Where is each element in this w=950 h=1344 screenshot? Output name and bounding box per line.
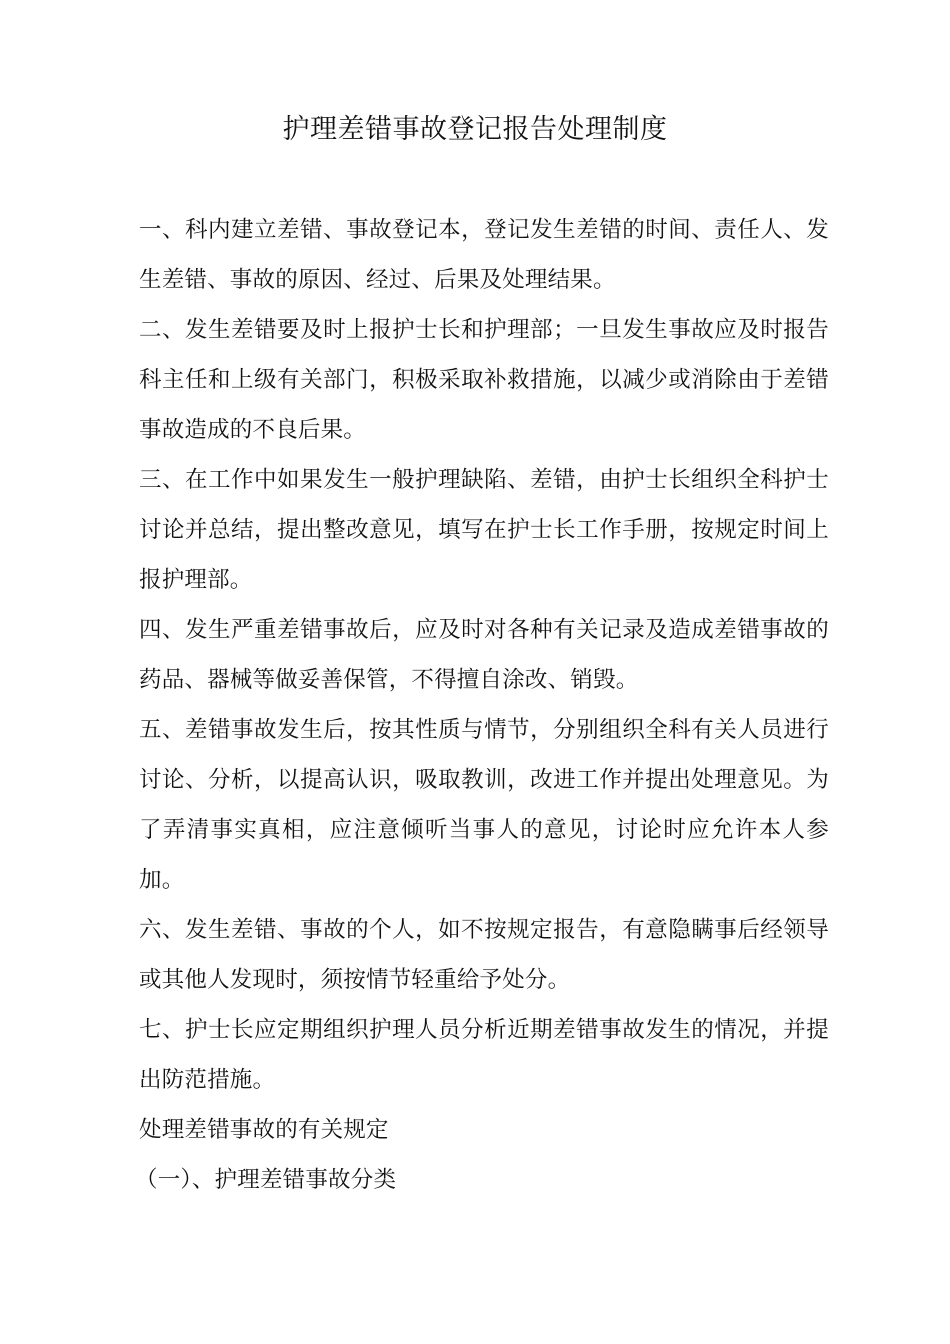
document-body — [135, 205, 829, 1205]
paragraph-4: 四、发生严重差错事故后，应及时对各种有关记录及造成差错事故的药品、器械等做妥善保管，不得擅自涂改、销毁。 — [139, 617, 829, 693]
paragraph-1: 一、科内建立差错、事故登记本，登记发生差错的时间、责任人、发生差错、事故的原因、经过、后果及处理结果。 — [139, 217, 829, 293]
sub-heading: （一）、护理差错事故分类 — [135, 1167, 397, 1193]
paragraph-7: 七、护士长应定期组织护理人员分析近期差错事故发生的情况，并提出防范措施。 — [139, 1017, 829, 1093]
section-heading: 处理差错事故的有关规定 — [139, 1117, 389, 1143]
document-title: 护理差错事故登记报告处理制度 — [282, 114, 668, 145]
paragraph-6: 六、发生差错、事故的个人，如不按规定报告，有意隐瞒事后经领导或其他人发现时，须按情节轻重给予处分。 — [139, 917, 829, 993]
paragraph-3: 三、在工作中如果发生一般护理缺陷、差错，由护士长组织全科护士讨论并总结，提出整改意见，填写在护士长工作手册，按规定时间上报护理部。 — [139, 467, 829, 593]
paragraph-5: 五、差错事故发生后，按其性质与情节，分别组织全科有关人员进行讨论、分析，以提高认识，吸取教训，改进工作并提出处理意见。为了弄清事实真相，应注意倾听当事人的意见，讨论时应允许本人参加。 — [139, 717, 829, 893]
paragraph-2: 二、发生差错要及时上报护士长和护理部；一旦发生事故应及时报告科主任和上级有关部门，积极采取补救措施，以减少或消除由于差错事故造成的不良后果。 — [139, 317, 829, 443]
